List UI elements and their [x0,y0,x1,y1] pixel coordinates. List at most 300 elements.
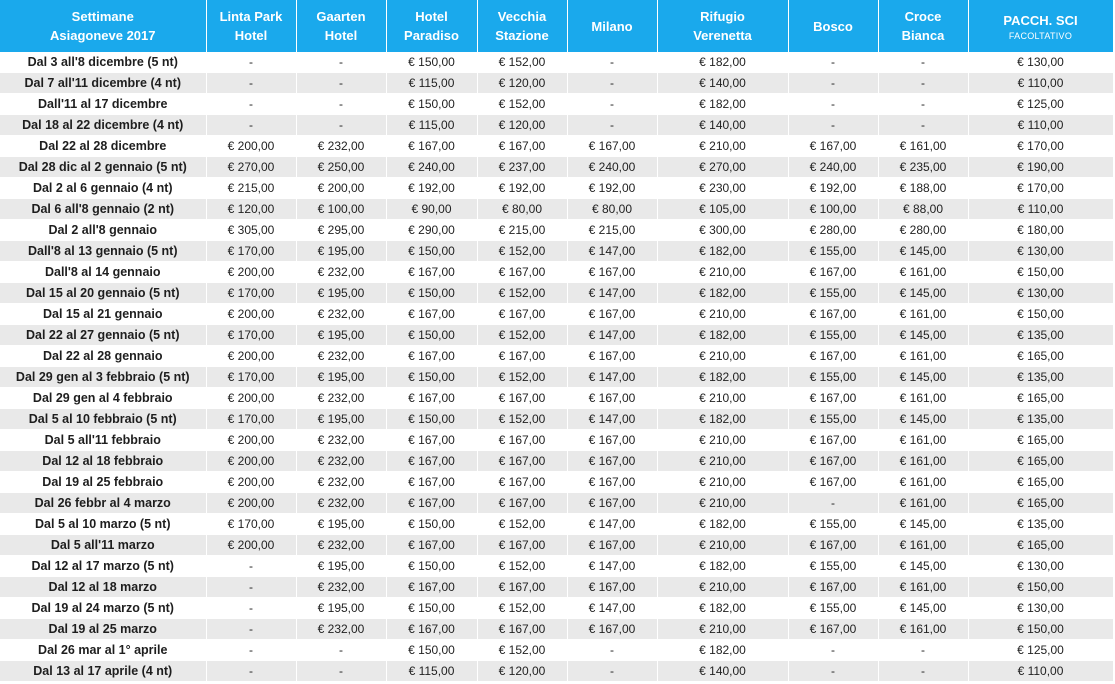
price-cell-gaarten-hotel: € 232,00 [296,472,386,493]
price-cell-pacchetto-sci: € 165,00 [968,493,1113,514]
price-cell-gaarten-hotel: € 195,00 [296,367,386,388]
header-rifugio-verenetta [657,0,788,52]
header-bosco [788,0,878,52]
header-line: Settimane [71,9,134,24]
price-cell-gaarten-hotel: € 250,00 [296,157,386,178]
price-cell-bosco: - [788,661,878,682]
price-cell-gaarten-hotel: € 232,00 [296,304,386,325]
header-line: Milano [591,18,633,34]
period-cell: Dal 12 al 18 febbraio [0,451,206,472]
header-line: Stazione [495,28,549,43]
price-cell-vecchia-stazione: € 192,00 [477,178,567,199]
price-cell-milano: € 147,00 [567,514,657,535]
price-cell-vecchia-stazione: € 120,00 [477,661,567,682]
price-cell-rifugio-verenetta: € 210,00 [657,619,788,640]
price-cell-croce-bianca: € 161,00 [878,262,968,283]
price-cell-bosco: € 192,00 [788,178,878,199]
period-cell: Dal 2 all'8 gennaio [0,220,206,241]
price-cell-bosco: € 155,00 [788,241,878,262]
price-cell-croce-bianca: € 161,00 [878,577,968,598]
price-cell-milano: € 167,00 [567,451,657,472]
price-cell-linta-park-hotel: € 200,00 [206,535,296,556]
price-cell-bosco: € 155,00 [788,514,878,535]
price-cell-hotel-paradiso: € 90,00 [386,199,477,220]
price-cell-vecchia-stazione: € 152,00 [477,367,567,388]
price-cell-gaarten-hotel: € 232,00 [296,535,386,556]
price-cell-hotel-paradiso: € 150,00 [386,283,477,304]
price-cell-vecchia-stazione: € 167,00 [477,577,567,598]
price-cell-milano: € 167,00 [567,430,657,451]
price-cell-gaarten-hotel: € 195,00 [296,241,386,262]
price-cell-linta-park-hotel: € 200,00 [206,472,296,493]
price-cell-vecchia-stazione: € 167,00 [477,451,567,472]
table-row [0,451,1113,472]
price-cell-gaarten-hotel: € 195,00 [296,556,386,577]
price-cell-bosco: - [788,73,878,94]
price-cell-linta-park-hotel: € 215,00 [206,178,296,199]
header-line: FACOLTATIVO [1008,30,1073,41]
price-cell-vecchia-stazione: € 152,00 [477,640,567,661]
header-line: PACCH. SCI [1003,12,1078,28]
price-cell-milano: - [567,52,657,73]
table-row [0,241,1113,262]
price-cell-rifugio-verenetta: € 210,00 [657,136,788,157]
price-cell-bosco: € 155,00 [788,598,878,619]
price-cell-vecchia-stazione: € 167,00 [477,388,567,409]
period-cell: Dal 22 al 27 gennaio (5 nt) [0,325,206,346]
price-cell-rifugio-verenetta: € 210,00 [657,346,788,367]
table-row [0,325,1113,346]
price-cell-gaarten-hotel: - [296,52,386,73]
price-cell-milano: € 167,00 [567,577,657,598]
price-cell-bosco: € 280,00 [788,220,878,241]
period-cell: Dal 18 al 22 dicembre (4 nt) [0,115,206,136]
price-cell-rifugio-verenetta: € 182,00 [657,94,788,115]
header-row [0,0,1113,52]
price-cell-pacchetto-sci: € 130,00 [968,283,1113,304]
price-cell-croce-bianca: - [878,640,968,661]
price-cell-vecchia-stazione: € 167,00 [477,472,567,493]
price-cell-linta-park-hotel: - [206,619,296,640]
price-cell-pacchetto-sci: € 135,00 [968,514,1113,535]
price-cell-milano: € 167,00 [567,388,657,409]
price-cell-croce-bianca: € 145,00 [878,598,968,619]
price-cell-hotel-paradiso: € 150,00 [386,94,477,115]
price-cell-bosco: € 167,00 [788,535,878,556]
header-line: Bianca [901,28,945,43]
table-row [0,157,1113,178]
price-cell-pacchetto-sci: € 135,00 [968,367,1113,388]
period-cell: Dall'8 al 14 gennaio [0,262,206,283]
price-cell-gaarten-hotel: € 232,00 [296,136,386,157]
period-cell: Dal 29 gen al 3 febbraio (5 nt) [0,367,206,388]
price-cell-rifugio-verenetta: € 210,00 [657,430,788,451]
price-cell-hotel-paradiso: € 115,00 [386,661,477,682]
price-cell-bosco: € 167,00 [788,577,878,598]
price-cell-rifugio-verenetta: € 182,00 [657,556,788,577]
price-cell-croce-bianca: € 161,00 [878,535,968,556]
header-period [0,0,206,52]
price-cell-vecchia-stazione: € 152,00 [477,283,567,304]
price-cell-milano: € 147,00 [567,283,657,304]
price-cell-linta-park-hotel: € 120,00 [206,199,296,220]
price-cell-vecchia-stazione: € 152,00 [477,514,567,535]
price-cell-gaarten-hotel: - [296,94,386,115]
price-cell-linta-park-hotel: € 200,00 [206,451,296,472]
price-cell-pacchetto-sci: € 135,00 [968,409,1113,430]
period-cell: Dal 5 all'11 marzo [0,535,206,556]
price-cell-rifugio-verenetta: € 210,00 [657,577,788,598]
price-cell-pacchetto-sci: € 150,00 [968,262,1113,283]
price-cell-hotel-paradiso: € 115,00 [386,73,477,94]
price-cell-croce-bianca: € 161,00 [878,493,968,514]
price-cell-gaarten-hotel: € 200,00 [296,178,386,199]
table-row [0,283,1113,304]
price-cell-hotel-paradiso: € 167,00 [386,451,477,472]
period-cell: Dal 13 al 17 aprile (4 nt) [0,661,206,682]
price-cell-linta-park-hotel: € 200,00 [206,304,296,325]
period-cell: Dal 2 al 6 gennaio (4 nt) [0,178,206,199]
price-cell-rifugio-verenetta: € 140,00 [657,115,788,136]
price-cell-croce-bianca: € 161,00 [878,136,968,157]
header-linta-park-hotel [206,0,296,52]
price-cell-rifugio-verenetta: € 140,00 [657,73,788,94]
table-row [0,220,1113,241]
price-cell-pacchetto-sci: € 130,00 [968,241,1113,262]
price-cell-croce-bianca: € 88,00 [878,199,968,220]
price-cell-bosco: € 167,00 [788,472,878,493]
price-cell-linta-park-hotel: € 170,00 [206,241,296,262]
table-row [0,661,1113,682]
header-line: Verenetta [693,28,752,43]
table-row [0,535,1113,556]
price-cell-bosco: - [788,52,878,73]
table-row [0,577,1113,598]
price-cell-milano: € 215,00 [567,220,657,241]
price-cell-vecchia-stazione: € 237,00 [477,157,567,178]
price-cell-croce-bianca: € 161,00 [878,304,968,325]
price-cell-croce-bianca: - [878,661,968,682]
price-cell-milano: € 167,00 [567,136,657,157]
price-cell-gaarten-hotel: € 232,00 [296,430,386,451]
price-cell-linta-park-hotel: - [206,52,296,73]
price-cell-vecchia-stazione: € 167,00 [477,619,567,640]
period-cell: Dal 6 all'8 gennaio (2 nt) [0,199,206,220]
table-row [0,262,1113,283]
price-cell-rifugio-verenetta: € 210,00 [657,535,788,556]
price-cell-hotel-paradiso: € 167,00 [386,136,477,157]
price-cell-linta-park-hotel: € 200,00 [206,493,296,514]
price-cell-vecchia-stazione: € 152,00 [477,241,567,262]
header-line: Hotel [324,28,358,43]
price-cell-croce-bianca: € 145,00 [878,556,968,577]
table-row [0,346,1113,367]
price-cell-croce-bianca: € 145,00 [878,283,968,304]
table-body [0,52,1113,682]
price-cell-linta-park-hotel: € 200,00 [206,136,296,157]
price-cell-vecchia-stazione: € 152,00 [477,556,567,577]
price-cell-hotel-paradiso: € 167,00 [386,430,477,451]
price-cell-hotel-paradiso: € 150,00 [386,409,477,430]
price-cell-vecchia-stazione: € 167,00 [477,430,567,451]
price-cell-linta-park-hotel: € 200,00 [206,346,296,367]
period-cell: Dal 12 al 17 marzo (5 nt) [0,556,206,577]
price-cell-hotel-paradiso: € 150,00 [386,640,477,661]
price-cell-pacchetto-sci: € 165,00 [968,388,1113,409]
price-cell-gaarten-hotel: € 100,00 [296,199,386,220]
price-cell-pacchetto-sci: € 135,00 [968,325,1113,346]
price-cell-croce-bianca: € 161,00 [878,451,968,472]
price-cell-milano: - [567,661,657,682]
period-cell: Dal 19 al 25 febbraio [0,472,206,493]
table-row [0,136,1113,157]
price-cell-croce-bianca: € 161,00 [878,619,968,640]
table-row [0,430,1113,451]
price-cell-rifugio-verenetta: € 210,00 [657,304,788,325]
price-cell-hotel-paradiso: € 167,00 [386,262,477,283]
price-cell-rifugio-verenetta: € 182,00 [657,367,788,388]
price-cell-rifugio-verenetta: € 300,00 [657,220,788,241]
price-cell-bosco: € 155,00 [788,409,878,430]
price-cell-linta-park-hotel: € 305,00 [206,220,296,241]
price-cell-linta-park-hotel: - [206,661,296,682]
price-cell-croce-bianca: € 145,00 [878,325,968,346]
price-cell-croce-bianca: € 145,00 [878,514,968,535]
price-cell-vecchia-stazione: € 80,00 [477,199,567,220]
price-cell-pacchetto-sci: € 165,00 [968,451,1113,472]
period-cell: Dal 7 all'11 dicembre (4 nt) [0,73,206,94]
price-cell-vecchia-stazione: € 167,00 [477,535,567,556]
price-cell-milano: € 147,00 [567,325,657,346]
period-cell: Dal 29 gen al 4 febbraio [0,388,206,409]
price-cell-linta-park-hotel: € 170,00 [206,409,296,430]
price-cell-bosco: € 167,00 [788,304,878,325]
price-cell-bosco: € 167,00 [788,619,878,640]
price-cell-hotel-paradiso: € 150,00 [386,325,477,346]
header-line: Rifugio [700,9,745,24]
price-cell-rifugio-verenetta: € 182,00 [657,283,788,304]
price-cell-pacchetto-sci: € 110,00 [968,115,1113,136]
price-cell-bosco: € 167,00 [788,388,878,409]
price-cell-milano: € 167,00 [567,493,657,514]
price-cell-rifugio-verenetta: € 210,00 [657,388,788,409]
price-cell-rifugio-verenetta: € 182,00 [657,640,788,661]
price-cell-gaarten-hotel: - [296,661,386,682]
table-row [0,52,1113,73]
price-cell-hotel-paradiso: € 167,00 [386,472,477,493]
price-cell-pacchetto-sci: € 165,00 [968,472,1113,493]
header-line: Gaarten [316,9,366,24]
period-cell: Dal 5 al 10 marzo (5 nt) [0,514,206,535]
price-cell-pacchetto-sci: € 165,00 [968,430,1113,451]
period-cell: Dal 22 al 28 dicembre [0,136,206,157]
price-cell-gaarten-hotel: € 232,00 [296,577,386,598]
price-cell-linta-park-hotel: € 170,00 [206,283,296,304]
price-cell-vecchia-stazione: € 152,00 [477,325,567,346]
price-cell-bosco: € 155,00 [788,367,878,388]
price-cell-linta-park-hotel: - [206,73,296,94]
price-cell-pacchetto-sci: € 110,00 [968,199,1113,220]
price-cell-rifugio-verenetta: € 182,00 [657,52,788,73]
table-row [0,199,1113,220]
table-row [0,556,1113,577]
price-cell-vecchia-stazione: € 152,00 [477,598,567,619]
price-cell-rifugio-verenetta: € 182,00 [657,325,788,346]
price-cell-gaarten-hotel: € 232,00 [296,619,386,640]
price-cell-hotel-paradiso: € 167,00 [386,304,477,325]
table-row [0,514,1113,535]
price-cell-rifugio-verenetta: € 230,00 [657,178,788,199]
price-cell-milano: € 80,00 [567,199,657,220]
price-cell-bosco: € 100,00 [788,199,878,220]
price-cell-croce-bianca: - [878,94,968,115]
period-cell: Dal 26 febbr al 4 marzo [0,493,206,514]
price-cell-rifugio-verenetta: € 210,00 [657,493,788,514]
period-cell: Dal 19 al 24 marzo (5 nt) [0,598,206,619]
price-cell-vecchia-stazione: € 120,00 [477,73,567,94]
price-cell-bosco: € 155,00 [788,283,878,304]
price-cell-rifugio-verenetta: € 210,00 [657,451,788,472]
table-row [0,409,1113,430]
price-cell-bosco: - [788,493,878,514]
table-row [0,367,1113,388]
price-cell-linta-park-hotel: - [206,640,296,661]
price-cell-croce-bianca: € 280,00 [878,220,968,241]
price-cell-croce-bianca: € 145,00 [878,409,968,430]
price-cell-croce-bianca: € 161,00 [878,472,968,493]
price-cell-bosco: € 167,00 [788,262,878,283]
price-cell-vecchia-stazione: € 167,00 [477,304,567,325]
price-cell-hotel-paradiso: € 240,00 [386,157,477,178]
header-line: Paradiso [404,28,459,43]
price-cell-hotel-paradiso: € 167,00 [386,388,477,409]
price-cell-hotel-paradiso: € 167,00 [386,493,477,514]
price-cell-croce-bianca: € 145,00 [878,367,968,388]
period-cell: Dal 5 all'11 febbraio [0,430,206,451]
table-row [0,94,1113,115]
price-cell-linta-park-hotel: € 200,00 [206,430,296,451]
table-row [0,472,1113,493]
price-cell-pacchetto-sci: € 130,00 [968,52,1113,73]
price-cell-linta-park-hotel: € 170,00 [206,514,296,535]
header-gaarten-hotel [296,0,386,52]
price-cell-gaarten-hotel: € 232,00 [296,388,386,409]
price-cell-linta-park-hotel: € 170,00 [206,367,296,388]
price-cell-vecchia-stazione: € 152,00 [477,94,567,115]
price-cell-croce-bianca: - [878,73,968,94]
price-cell-linta-park-hotel: - [206,577,296,598]
price-cell-pacchetto-sci: € 150,00 [968,304,1113,325]
price-cell-pacchetto-sci: € 110,00 [968,661,1113,682]
price-cell-milano: € 167,00 [567,619,657,640]
price-cell-croce-bianca: - [878,115,968,136]
price-cell-hotel-paradiso: € 167,00 [386,535,477,556]
table-row [0,304,1113,325]
period-cell: Dall'8 al 13 gennaio (5 nt) [0,241,206,262]
price-cell-pacchetto-sci: € 170,00 [968,136,1113,157]
price-cell-croce-bianca: € 145,00 [878,241,968,262]
price-cell-milano: € 167,00 [567,472,657,493]
period-cell: Dal 12 al 18 marzo [0,577,206,598]
price-cell-bosco: € 167,00 [788,451,878,472]
period-cell: Dal 3 all'8 dicembre (5 nt) [0,52,206,73]
price-cell-milano: € 147,00 [567,598,657,619]
price-cell-gaarten-hotel: € 295,00 [296,220,386,241]
period-cell: Dal 19 al 25 marzo [0,619,206,640]
price-cell-milano: € 147,00 [567,367,657,388]
price-cell-vecchia-stazione: € 152,00 [477,409,567,430]
price-cell-pacchetto-sci: € 150,00 [968,577,1113,598]
price-cell-bosco: € 167,00 [788,430,878,451]
price-cell-rifugio-verenetta: € 210,00 [657,262,788,283]
price-cell-bosco: - [788,640,878,661]
price-cell-hotel-paradiso: € 150,00 [386,52,477,73]
price-cell-croce-bianca: € 235,00 [878,157,968,178]
price-cell-pacchetto-sci: € 110,00 [968,73,1113,94]
price-cell-hotel-paradiso: € 150,00 [386,598,477,619]
price-cell-vecchia-stazione: € 215,00 [477,220,567,241]
table-row [0,640,1113,661]
price-cell-gaarten-hotel: € 195,00 [296,598,386,619]
price-cell-rifugio-verenetta: € 270,00 [657,157,788,178]
header-line: Vecchia [497,9,547,24]
price-cell-rifugio-verenetta: € 210,00 [657,472,788,493]
price-cell-bosco: - [788,94,878,115]
price-cell-milano: - [567,640,657,661]
price-cell-rifugio-verenetta: € 105,00 [657,199,788,220]
header-line: Asiagoneve 2017 [49,28,156,43]
price-cell-milano: - [567,73,657,94]
price-cell-vecchia-stazione: € 167,00 [477,493,567,514]
price-cell-hotel-paradiso: € 150,00 [386,367,477,388]
table-row [0,73,1113,94]
price-cell-vecchia-stazione: € 167,00 [477,346,567,367]
price-cell-hotel-paradiso: € 290,00 [386,220,477,241]
price-cell-rifugio-verenetta: € 182,00 [657,514,788,535]
price-cell-rifugio-verenetta: € 182,00 [657,598,788,619]
price-cell-milano: - [567,94,657,115]
table-row [0,388,1113,409]
price-cell-milano: € 147,00 [567,556,657,577]
price-cell-vecchia-stazione: € 167,00 [477,262,567,283]
price-cell-bosco: € 155,00 [788,556,878,577]
price-cell-pacchetto-sci: € 150,00 [968,619,1113,640]
price-cell-vecchia-stazione: € 167,00 [477,136,567,157]
table-row [0,115,1113,136]
price-cell-gaarten-hotel: € 195,00 [296,325,386,346]
price-cell-linta-park-hotel: € 270,00 [206,157,296,178]
price-cell-gaarten-hotel: - [296,73,386,94]
price-cell-milano: € 192,00 [567,178,657,199]
period-cell: Dal 15 al 20 gennaio (5 nt) [0,283,206,304]
price-cell-gaarten-hotel: € 232,00 [296,451,386,472]
price-cell-milano: € 240,00 [567,157,657,178]
price-cell-pacchetto-sci: € 130,00 [968,556,1113,577]
price-cell-rifugio-verenetta: € 182,00 [657,241,788,262]
price-cell-hotel-paradiso: € 192,00 [386,178,477,199]
period-cell: Dal 28 dic al 2 gennaio (5 nt) [0,157,206,178]
price-cell-milano: € 167,00 [567,535,657,556]
price-cell-milano: € 147,00 [567,409,657,430]
price-cell-pacchetto-sci: € 170,00 [968,178,1113,199]
header-pacchetto-sci [968,0,1113,52]
table-row [0,598,1113,619]
price-cell-hotel-paradiso: € 115,00 [386,115,477,136]
price-cell-linta-park-hotel: - [206,598,296,619]
price-cell-croce-bianca: € 188,00 [878,178,968,199]
price-cell-gaarten-hotel: € 232,00 [296,262,386,283]
price-cell-hotel-paradiso: € 167,00 [386,577,477,598]
